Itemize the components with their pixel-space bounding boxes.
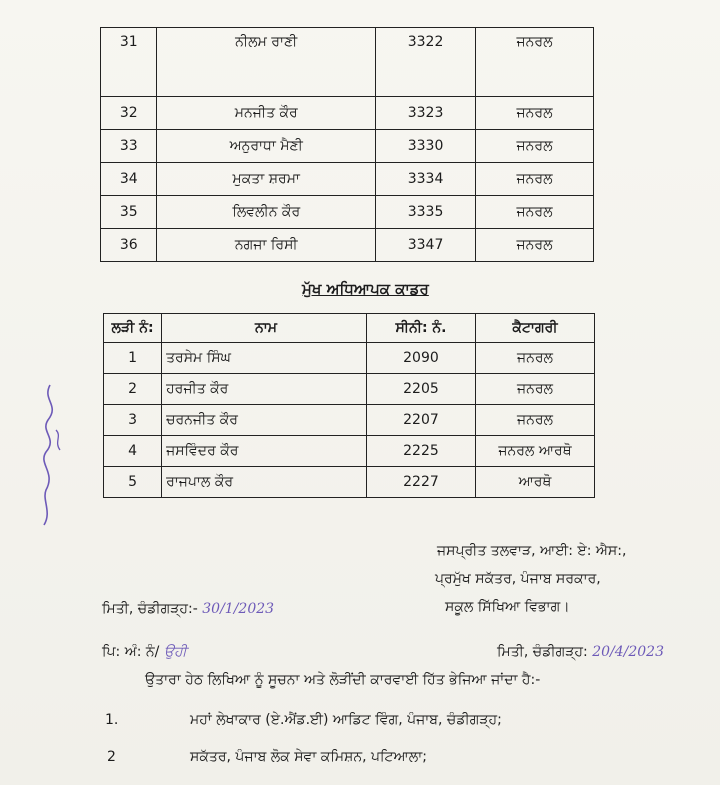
header-seniority: ਸੀਨੀ: ਨੰ. — [366, 314, 475, 343]
row-category: ਜਨਰਲ — [476, 229, 594, 262]
row-category: ਜਨਰਲ — [476, 97, 594, 130]
row-seniority: 3347 — [376, 229, 476, 262]
row-name: ਮੁਕਤਾ ਸ਼ਰਮਾ — [157, 163, 376, 196]
row-number: 35 — [101, 196, 157, 229]
row-number: 36 — [101, 229, 157, 262]
header-serial: ਲੜੀ ਨੰ: — [104, 314, 162, 343]
table-row — [101, 97, 594, 130]
row-name: ਚਰਨਜੀਤ ਕੌਰ — [162, 405, 367, 436]
row-name: ਲਿਵਲੀਨ ਕੌਰ — [157, 196, 376, 229]
row-seniority: 2225 — [366, 436, 475, 467]
table-row — [101, 229, 594, 262]
row-name: ਤਰਸੇਮ ਸਿੰਘ — [162, 343, 367, 374]
row-number: 33 — [101, 130, 157, 163]
row-number: 34 — [101, 163, 157, 196]
table-row — [101, 28, 594, 97]
row-category: ਜਨਰਲ — [475, 405, 594, 436]
recipient-text: ਮਹਾਂ ਲੇਖਾਕਾਰ (ਏ.ਐਂਡ.ਈ) ਆਡਿਟ ਵਿੰਗ, ਪੰਜਾਬ, ਚੰਡੀਗੜ੍ਹ; — [190, 712, 502, 728]
head-teacher-cadre-table — [103, 313, 595, 498]
row-category: ਜਨਰਲ — [476, 163, 594, 196]
row-category: ਜਨਰਲ — [476, 196, 594, 229]
row-category: ਜਨਰਲ ਆਰਥੋ — [475, 436, 594, 467]
section-heading: ਮੁੱਖ ਅਧਿਆਪਕ ਕਾਡਰ — [302, 280, 429, 298]
row-number: 31 — [101, 28, 157, 97]
row-category: ਜਨਰਲ — [476, 28, 594, 97]
table-row — [104, 343, 595, 374]
endorsement-number — [102, 644, 187, 660]
table-row — [104, 374, 595, 405]
recipient-number: 2 — [107, 749, 116, 765]
row-name: ਹਰਜੀਤ ਕੌਰ — [162, 374, 367, 405]
row-category: ਜਨਰਲ — [475, 374, 594, 405]
header-name: ਨਾਮ — [162, 314, 367, 343]
row-category: ਆਰਥੋ — [475, 467, 594, 498]
row-seniority: 3335 — [376, 196, 476, 229]
date-value: 30/1/2023 — [202, 601, 275, 617]
row-number: 2 — [104, 374, 162, 405]
table-header-row — [104, 314, 595, 343]
row-seniority: 3322 — [376, 28, 476, 97]
signatory-designation: ਪ੍ਰਮੁੱਖ ਸਕੱਤਰ, ਪੰਜਾਬ ਸਰਕਾਰ, — [435, 571, 601, 587]
row-name: ਮਨਜੀਤ ਕੌਰ — [157, 97, 376, 130]
row-seniority: 3330 — [376, 130, 476, 163]
seniority-table-1 — [100, 27, 594, 262]
row-number: 4 — [104, 436, 162, 467]
table-row — [104, 436, 595, 467]
row-seniority: 2205 — [366, 374, 475, 405]
endorsement-date — [497, 644, 664, 660]
signatory-department: ਸਕੂਲ ਸਿੱਖਿਆ ਵਿਭਾਗ। — [445, 599, 570, 615]
row-seniority: 3323 — [376, 97, 476, 130]
date-line — [102, 601, 274, 617]
row-name: ਰਾਜਪਾਲ ਕੌਰ — [162, 467, 367, 498]
row-number: 1 — [104, 343, 162, 374]
signatory-name: ਜਸਪ੍ਰੀਤ ਤਲਵਾੜ, ਆਈ: ਏ: ਐਸ:, — [437, 543, 627, 559]
row-seniority: 2090 — [366, 343, 475, 374]
row-number: 32 — [101, 97, 157, 130]
row-number: 5 — [104, 467, 162, 498]
table-row — [101, 196, 594, 229]
row-category: ਜਨਰਲ — [476, 130, 594, 163]
row-seniority: 2227 — [366, 467, 475, 498]
header-category: ਕੈਟਾਗਰੀ — [475, 314, 594, 343]
endorsement-number-value: ਉਹੀ — [163, 644, 187, 660]
handwritten-signature — [32, 380, 72, 530]
date-label: ਮਿਤੀ, ਚੰਡੀਗੜ੍ਹ:- — [102, 601, 198, 617]
row-number: 3 — [104, 405, 162, 436]
endorsement-date-value: 20/4/2023 — [592, 644, 664, 660]
endorsement-date-label: ਮਿਤੀ, ਚੰਡੀਗੜ੍ਹ: — [497, 644, 588, 660]
row-category: ਜਨਰਲ — [475, 343, 594, 374]
row-name: ਨੀਲਮ ਰਾਣੀ — [157, 28, 376, 97]
table-row — [104, 467, 595, 498]
row-seniority: 3334 — [376, 163, 476, 196]
row-name: ਨਗਜਾ ਰਿਸੀ — [157, 229, 376, 262]
table-row — [101, 130, 594, 163]
copy-forward-line: ਉਤਾਰਾ ਹੇਠ ਲਿਖਿਆ ਨੂੰ ਸੂਚਨਾ ਅਤੇ ਲੋੜੀਂਦੀ ਕਾਰਵਾਈ ਹਿੱਤ ਭੇਜਿਆ ਜਾਂਦਾ ਹੈ:- — [145, 672, 541, 688]
recipient-text: ਸਕੱਤਰ, ਪੰਜਾਬ ਲੋਕ ਸੇਵਾ ਕਮਿਸ਼ਨ, ਪਟਿਆਲਾ; — [190, 749, 427, 765]
endorsement-number-label: ਪਿ: ਅੰ: ਨੰ/ — [102, 644, 160, 660]
recipient-number: 1. — [105, 712, 119, 728]
row-name: ਜਸਵਿੰਦਰ ਕੌਰ — [162, 436, 367, 467]
row-name: ਅਨੁਰਾਧਾ ਮੈਣੀ — [157, 130, 376, 163]
row-seniority: 2207 — [366, 405, 475, 436]
table-row — [104, 405, 595, 436]
table-row — [101, 163, 594, 196]
